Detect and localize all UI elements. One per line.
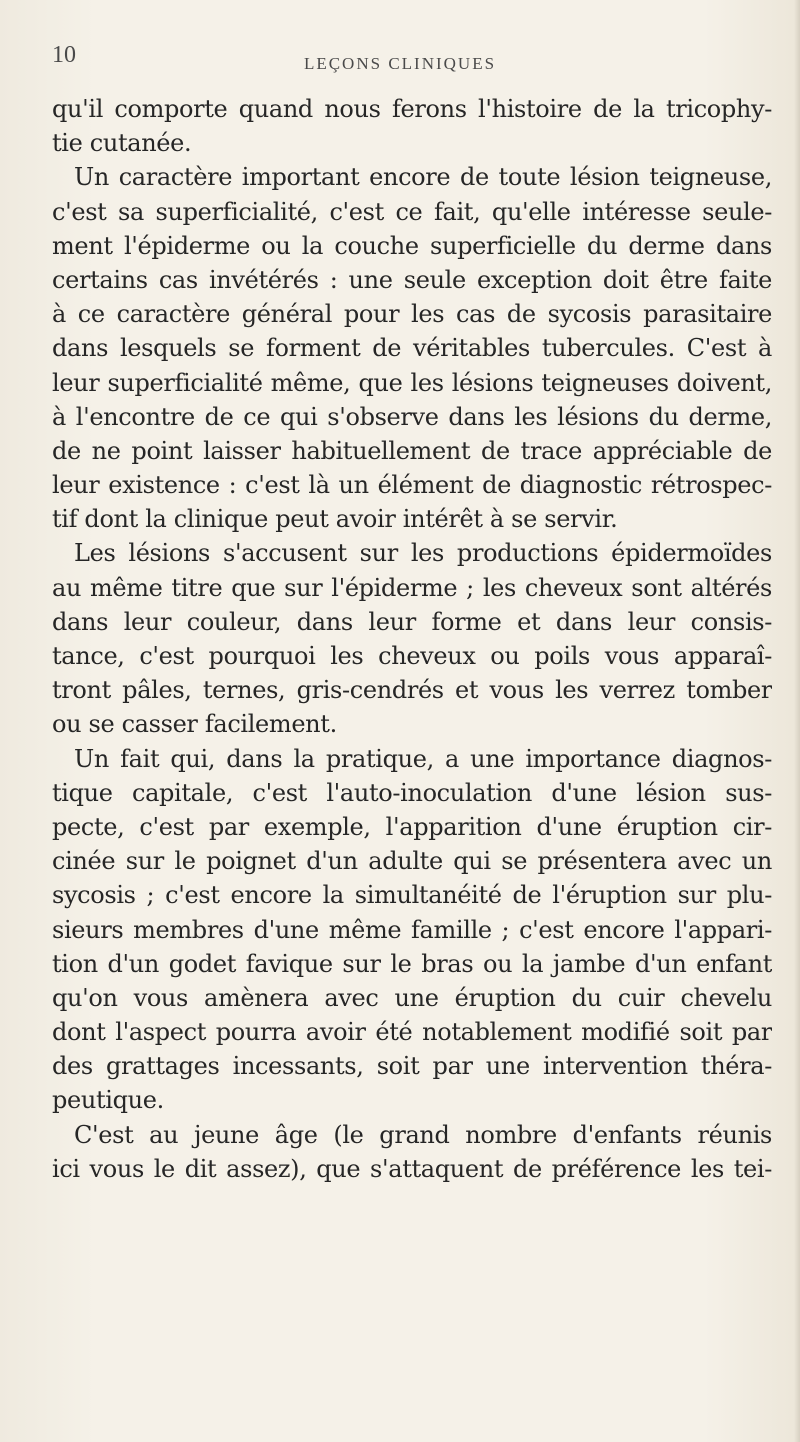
text-line: Les lésions s'accusent sur les productions épidermoïdes [74, 539, 772, 568]
text-line: tique capitale, c'est l'auto-inoculation d'une lésion sus- [52, 778, 772, 807]
text-line: certains cas invétérés : une seule exception doit être faite [52, 265, 772, 294]
text-line: dans leur couleur, dans leur forme et dans leur consis- [52, 607, 772, 636]
body-text [52, 92, 772, 1186]
text-line: à ce caractère général pour les cas de sycosis parasitaire [52, 300, 772, 329]
text-line: sycosis ; c'est encore la simultanéité de l'éruption sur plu- [52, 881, 772, 910]
text-line: ment l'épiderme ou la couche superficielle du derme dans [52, 231, 772, 260]
text-line: tie cutanée. [52, 129, 192, 158]
text-line: ou se casser facilement. [52, 710, 337, 739]
text-line: C'est au jeune âge (le grand nombre d'enfants réunis [74, 1120, 772, 1149]
text-line: sieurs membres d'une même famille ; c'est encore l'appari- [52, 915, 772, 944]
text-line: pecte, c'est par exemple, l'apparition d'une éruption cir- [52, 812, 772, 841]
text-line: peutique. [52, 1086, 164, 1115]
text-line: tion d'un godet favique sur le bras ou la jambe d'un enfant [52, 949, 772, 978]
text-line: qu'on vous amènera avec une éruption du cuir chevelu [52, 983, 772, 1012]
text-line: Un fait qui, dans la pratique, a une importance diagnos- [74, 744, 772, 773]
text-line: de ne point laisser habituellement de trace appréciable de [52, 436, 772, 465]
text-line: ici vous le dit assez), que s'attaquent de préférence les tei- [52, 1154, 772, 1183]
text-line: Un caractère important encore de toute lésion teigneuse, [74, 163, 772, 192]
running-head: LEÇONS CLINIQUES [303, 54, 497, 73]
text-line: dont l'aspect pourra avoir été notablement modifié soit par [52, 1018, 772, 1047]
text-line: des grattages incessants, soit par une intervention théra- [52, 1052, 772, 1081]
page-number: 10 [52, 42, 76, 68]
text-line: qu'il comporte quand nous ferons l'histoire de la tricophy- [52, 95, 772, 123]
page-edge-shadow [794, 0, 800, 1442]
text-line: tance, c'est pourquoi les cheveux ou poils vous apparaî- [52, 642, 772, 670]
text-line: à l'encontre de ce qui s'observe dans les lésions du derme, [52, 402, 772, 431]
text-line: au même titre que sur l'épiderme ; les cheveux sont altérés [52, 573, 772, 602]
text-line: tront pâles, ternes, gris-cendrés et vous les verrez tomber [52, 676, 772, 705]
text-line: leur existence : c'est là un élément de diagnostic rétrospec- [52, 471, 772, 500]
text-line: tif dont la clinique peut avoir intérêt à se servir. [52, 505, 618, 534]
text-line: leur superficialité même, que les lésions teigneuses doivent, [52, 368, 772, 397]
text-line: cinée sur le poignet d'un adulte qui se présentera avec un [52, 847, 772, 876]
text-line: dans lesquels se forment de véritables tubercules. C'est à [52, 334, 772, 363]
text-line: c'est sa superficialité, c'est ce fait, qu'elle intéresse seule- [52, 197, 772, 226]
